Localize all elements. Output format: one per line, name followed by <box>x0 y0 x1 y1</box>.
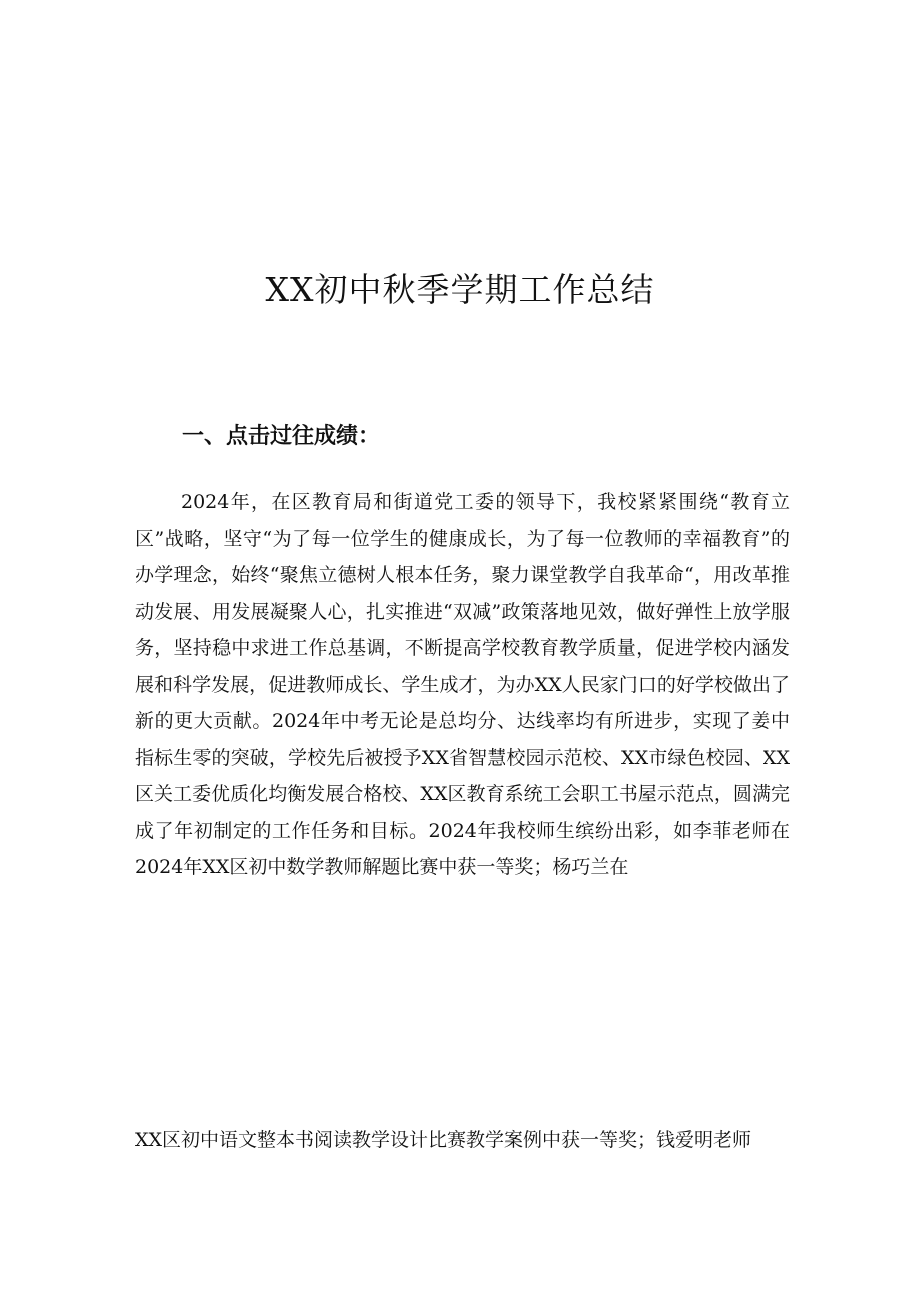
section-heading: 一、点击过往成绩： <box>182 424 381 449</box>
continuation-line: XX区初中语文整本书阅读教学设计比赛教学案例中获一等奖；钱爱明老师 <box>135 1129 752 1151</box>
document-title: XX初中秋季学期工作总结 <box>265 270 655 309</box>
body-paragraph: 2024年，在区教育局和街道党工委的领导下，我校紧紧围绕“教育立区”战略，坚守“为了每一位学生的健康成长，为了每一位教师的幸福教育”的办学理念，始终“聚焦立德树人根本任务，聚力课堂教学自我革命“，用改革推动发展、用发展凝聚人心，扎实推进“双减”政策落地见效，做好弹性上放学服务，坚持稳中求进工作总基调，不断提高学校教育教学质量，促进学校内涵发展和科学发展，促进教师成长、学生成才，为办XX人民家门口的好学校做出了新的更大贡献。2024年中考无论是总均分、达线率均有所进步，实现了姜中指标生零的突破，学校先后被授予XX省智慧校园示范校、XX市绿色校园、XX区关工委优质化均衡发展合格校、XX区教育系统工会职工书屋示范点，圆满完成了年初制定的工作任务和目标。2024年我校师生缤纷出彩，如李菲老师在2024年XX区初中数学教师解题比赛中获一等奖；杨巧兰在 <box>135 491 790 878</box>
